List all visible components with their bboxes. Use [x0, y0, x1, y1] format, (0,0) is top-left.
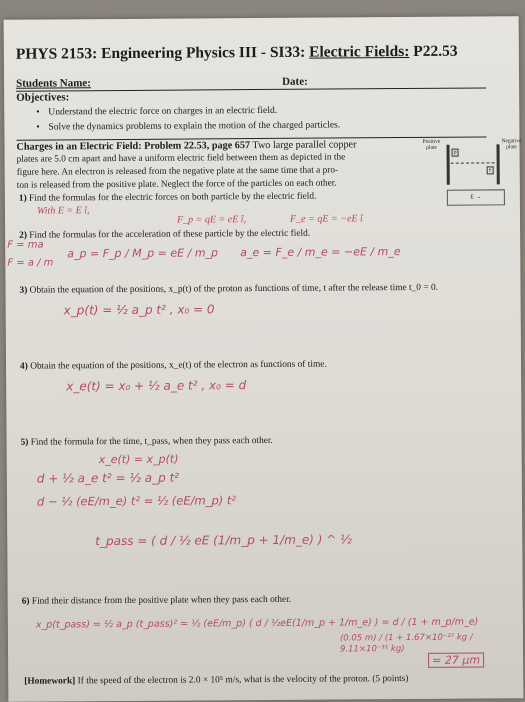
objectives-heading: Objectives: — [16, 91, 70, 104]
t-pass-formula: t_pass = ( d / ½ eE (1/m_p + 1/m_e) ) ^ ½ — [95, 532, 352, 549]
worksheet-page — [4, 16, 524, 702]
plates-diagram — [418, 136, 522, 205]
question-text: Find the formulas for the electric forces on both particle by the electric field. — [28, 191, 317, 204]
date-label: Date: — [282, 75, 308, 88]
question-number: 1) — [18, 193, 27, 204]
positive-plate — [447, 145, 450, 185]
pass-equation-1: x_e(t) = x_p(t) — [98, 452, 179, 467]
f-eq-a-note: F = a / m — [7, 257, 54, 269]
title-plain: PHYS 2153: Engineering Physics III - SI33: — [15, 43, 310, 63]
accel-proton: a_p = F_p / M_p = eE / m_p — [67, 246, 219, 261]
positive-plate-label: Positive plate — [422, 138, 441, 151]
homework-tag: [Homework] — [24, 676, 76, 687]
question-number: 2) — [19, 230, 27, 241]
question-number: 3) — [19, 285, 28, 296]
problem-heading-bold: Charges in an Electric Field: Problem 22.53, page 657 — [16, 140, 251, 153]
homework-text: If the speed of the electron is 2.0 × 10⁵ m/s, what is the velocity of the proton. (5 points) — [75, 673, 409, 687]
objective-item: • Solve the dynamics problems to explain the motion of the charged particles. — [48, 119, 340, 132]
question-4 — [20, 360, 327, 372]
question-5 — [21, 436, 273, 448]
question-text: Obtain the equation of the positions, x_e(t) of the electron as functions of time. — [30, 359, 327, 372]
page-title — [16, 43, 458, 64]
fma-note: F = ma — [7, 239, 44, 251]
title-suffix: P22.53 — [409, 42, 458, 60]
question-number: 6) — [21, 596, 30, 607]
path-dashes — [451, 162, 495, 163]
field-arrow-box: E → — [447, 189, 505, 205]
question-2 — [19, 229, 310, 241]
force-proton: F_p = qE = eE î, — [176, 214, 247, 226]
question-text: Find the formula for the time, t_pass, when they pass each other. — [30, 435, 273, 448]
problem-line: figure here. An electron is released from the negative plate at the same time that a pro- — [16, 165, 339, 178]
student-name-label: Students Name: — [16, 77, 91, 90]
question-6 — [22, 595, 292, 607]
position-proton: x_p(t) = ½ a_p t² , x₀ = 0 — [63, 302, 215, 318]
problem-heading — [16, 139, 356, 152]
objective-item: • Understand the electric force on charges in an electric field. — [48, 105, 277, 118]
final-answer: = 27 μm — [428, 652, 484, 667]
proton-label: p — [452, 149, 459, 157]
negative-plate — [497, 144, 500, 184]
pass-equation-3: d − ½ (eE/m_e) t² = ½ (eE/m_p) t² — [36, 493, 237, 509]
problem-line: ton is released from the positive plate. Neglect the force of the particles on each other. — [16, 178, 337, 191]
position-electron: x_e(t) = x₀ + ½ a_e t² , x₀ = d — [66, 378, 247, 394]
question-text: Find the formulas for the acceleration of these particle by the electric field. — [29, 228, 311, 241]
numeric-substitution: (0.05 m) / (1 + 1.67×10⁻²⁷ kg / 9.11×10⁻³¹ kg) — [339, 632, 473, 655]
homework-line — [24, 674, 408, 687]
electron-label: e — [487, 166, 494, 174]
distance-equation: x_p(t_pass) = ½ a_p (t_pass)² = ½ (eE/m_p) ( d / ½eE(1/m_p + 1/m_e) ) = d / (1 + m_p/m_e) — [35, 616, 479, 631]
problem-heading-rest: Two large parallel copper — [250, 139, 357, 152]
question-number: 5) — [20, 437, 29, 448]
title-underlined: Electric Fields: — [309, 42, 410, 61]
pass-equation-2: d + ½ a_e t² = ½ a_p t² — [36, 470, 180, 486]
problem-line: plates are 5.0 cm apart and have a uniform electric field between them as depicted in the — [16, 152, 346, 165]
with-e-annotation: With E = E î, — [36, 205, 90, 217]
question-text: Find their distance from the positive plate when they pass each other. — [31, 594, 292, 607]
question-text: Obtain the equation of the positions, x_p(t) of the proton as functions of time, t after the release time t_0 = 0. — [29, 282, 439, 296]
question-1 — [19, 192, 317, 204]
negative-plate-label: Negative plate — [501, 138, 522, 151]
question-number: 4) — [20, 361, 28, 372]
accel-electron: a_e = F_e / m_e = −eE / m_e — [240, 245, 401, 260]
force-electron: F_e = qE = −eE î — [289, 213, 363, 225]
question-3 — [19, 283, 438, 296]
field-label: E — [470, 194, 474, 201]
